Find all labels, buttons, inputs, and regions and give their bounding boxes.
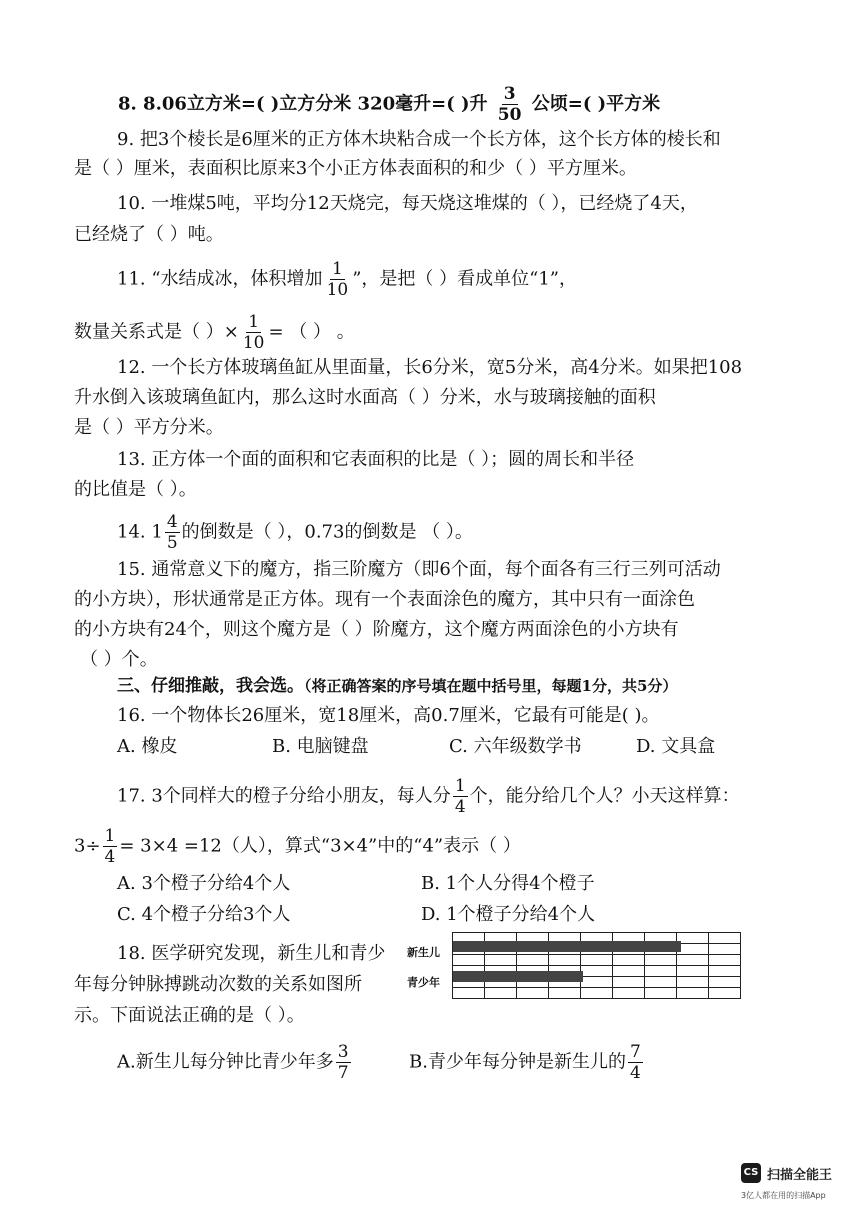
chart-label-newborn: 新生儿	[407, 946, 440, 959]
chart-grid-cell	[709, 944, 741, 955]
q9-line2: 是（ ）厘米，表面积比原来3个小正方体表面积的和少（ ）平方厘米。	[74, 158, 637, 179]
chart-grid-cell	[645, 977, 677, 988]
scanner-logo-icon: CS	[741, 1163, 761, 1183]
q16-option-b: B. 电脑键盘	[272, 736, 369, 757]
chart-grid-cell	[709, 933, 741, 944]
pulse-chart	[405, 926, 741, 1002]
q16-option-a: A. 橡皮	[117, 736, 178, 757]
chart-grid-cell	[453, 955, 485, 966]
chart-grid-cell	[581, 977, 613, 988]
chart-grid-cell	[517, 988, 549, 999]
chart-grid-cell	[709, 977, 741, 988]
q13-line1: 13. 正方体一个面的面积和它表面积的比是（ ）；圆的周长和半径	[117, 449, 635, 470]
fraction: $\frac{1}{10}$	[326, 259, 349, 300]
chart-grid-cell	[517, 955, 549, 966]
q17-line1: 17. 3个同样大的橙子分给小朋友，每人分 $\frac{1}{4}$ 个，能分给几个人？小天这样算：	[117, 776, 740, 817]
q16-option-c: C. 六年级数学书	[449, 736, 582, 757]
chart-grid-cell	[677, 988, 709, 999]
chart-grid-cell	[709, 966, 741, 977]
q15-line3: 的小方块有24个，则这个魔方是（ ）阶魔方，这个魔方两面涂色的小方块有	[74, 619, 679, 640]
fraction: $\frac{4}{5}$	[166, 512, 178, 553]
q18-line3: 示。下面说法正确的是（ ）。	[74, 1005, 305, 1026]
scanner-brand: 扫描全能王	[767, 1168, 833, 1183]
chart-grid-cell	[677, 955, 709, 966]
fraction: $\frac{1}{10}$	[242, 312, 265, 353]
chart-grid-cell	[645, 955, 677, 966]
q17-line2: 3÷ $\frac{1}{4}$ = 3×4 =12（人），算式“3×4”中的“4”表示（ ）	[74, 826, 521, 867]
q17-option-c: C. 4个橙子分给3个人	[117, 904, 291, 925]
q9-line1: 9. 把3个棱长是6厘米的正方体木块粘合成一个长方体，这个长方体的棱长和	[117, 129, 721, 150]
q15-line2: 的小方块），形状通常是正方体。现有一个表面涂色的魔方，其中只有一面涂色	[74, 589, 695, 610]
chart-grid-cell	[613, 966, 645, 977]
q15-line1: 15. 通常意义下的魔方，指三阶魔方（即6个面，每个面各有三行三列可活动	[117, 559, 721, 580]
chart-grid-row	[453, 988, 741, 999]
q16-option-d: D. 文具盒	[636, 736, 716, 757]
q14: 14. 1 $\frac{4}{5}$ 的倒数是（ ），0.73的倒数是 （ ）。	[117, 512, 473, 553]
fraction: $\frac{1}{4}$	[454, 776, 466, 817]
q18-option-b: B.青少年每分钟是新生儿的 $\frac{7}{4}$	[409, 1042, 641, 1083]
q18-option-a: A.新生儿每分钟比青少年多 $\frac{3}{7}$	[117, 1042, 349, 1083]
q16-stem: 16. 一个物体长26厘米，宽18厘米，高0.7厘米，它最有可能是( )。	[117, 705, 660, 726]
chart-grid-cell	[645, 988, 677, 999]
q18-line2: 年每分钟脉搏跳动次数的关系如图所	[74, 974, 362, 995]
bar-newborn	[453, 941, 681, 952]
chart-grid-cell	[677, 933, 709, 944]
chart-label-teen: 青少年	[407, 976, 440, 989]
q15-line4: （ ）个。	[80, 649, 158, 670]
q10-line1: 10. 一堆煤5吨，平均分12天烧完，每天烧这堆煤的（ ），已经烧了4天，	[117, 193, 698, 214]
chart-grid-cell	[709, 988, 741, 999]
q13-line2: 的比值是（ ）。	[74, 479, 197, 500]
q11-line2: 数量关系式是（ ）× $\frac{1}{10}$ = （ ） 。	[74, 312, 355, 353]
chart-grid-cell	[677, 977, 709, 988]
q17-option-b: B. 1个人分得4个橙子	[421, 873, 595, 894]
chart-grid-row	[453, 955, 741, 966]
chart-grid-cell	[581, 988, 613, 999]
chart-grid-cell	[485, 988, 517, 999]
chart-grid-cell	[613, 977, 645, 988]
scanner-tagline: 3亿人都在用的扫描App	[741, 1191, 826, 1200]
q12-line3: 是（ ）平方分米。	[74, 417, 224, 438]
fraction: $\frac{3}{7}$	[337, 1042, 349, 1083]
chart-grid-cell	[581, 966, 613, 977]
chart-grid-cell	[677, 944, 709, 955]
chart-grid-cell	[549, 988, 581, 999]
fraction: $\frac{1}{4}$	[104, 826, 116, 867]
q18-line1: 18. 医学研究发现，新生儿和青少	[117, 943, 386, 964]
chart-grid-cell	[549, 955, 581, 966]
chart-grid-cell	[453, 988, 485, 999]
fraction: $\frac{7}{4}$	[629, 1042, 641, 1083]
q10-line2: 已经烧了（ ）吨。	[74, 224, 224, 245]
chart-grid-cell	[709, 955, 741, 966]
bar-teen	[453, 971, 583, 982]
q17-option-a: A. 3个橙子分给4个人	[117, 873, 291, 894]
q17-option-d: D. 1个橙子分给4个人	[421, 904, 596, 925]
chart-grid-cell	[485, 955, 517, 966]
q8: 8. 8.06立方米=( )立方分米 320毫升=( )升 $\frac{3}{50}$ 公顷=( )平方米	[118, 84, 661, 125]
chart-grid-cell	[613, 955, 645, 966]
q11-line1: 11. “水结成冰，体积增加 $\frac{1}{10}$ ”，是把（ ）看成单位“1”，	[117, 259, 577, 300]
q12-line1: 12. 一个长方体玻璃鱼缸从里面量，长6分米，宽5分米，高4分米。如果把108	[117, 357, 743, 378]
chart-grid-cell	[645, 966, 677, 977]
chart-grid-cell	[677, 966, 709, 977]
section-3-heading: 三、仔细推敲，我会选。（将正确答案的序号填在题中括号里，每题1分，共5分）	[117, 676, 678, 696]
chart-grid-cell	[581, 955, 613, 966]
chart-grid-cell	[613, 988, 645, 999]
q12-line2: 升水倒入该玻璃鱼缸内，那么这时水面高（ ）分米，水与玻璃接触的面积	[74, 387, 656, 408]
fraction: $\frac{3}{50}$	[497, 84, 522, 125]
